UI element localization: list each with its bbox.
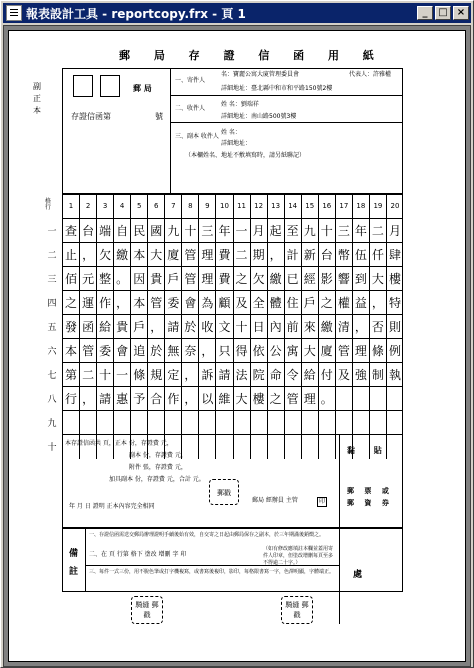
header-divider bbox=[170, 68, 171, 194]
grid-cell: 本 bbox=[62, 339, 79, 363]
fill-note: （本欄姓名、地址不敷填寫時，請另紙聯記） bbox=[185, 152, 306, 159]
grid-cell: 理 bbox=[198, 267, 215, 291]
grid-cell: 運 bbox=[79, 291, 96, 315]
column-number: 17 bbox=[335, 195, 352, 218]
column-number: 18 bbox=[352, 195, 369, 218]
grid-cell: 付 bbox=[318, 363, 335, 387]
row-label: 一 bbox=[47, 227, 57, 237]
grid-cell: 本 bbox=[130, 291, 147, 315]
grid-cell: 寓 bbox=[284, 339, 301, 363]
grid-cell: 月 bbox=[250, 219, 267, 243]
grid-cell: 維 bbox=[215, 387, 232, 411]
row-label: 三 bbox=[47, 275, 57, 285]
grid-cell: 內 bbox=[267, 315, 284, 339]
form-title: 郵 局 存 證 信 函 用 紙 bbox=[119, 49, 384, 62]
official-label: 郵局 經辦員 主管 bbox=[252, 497, 298, 504]
receiver-address: 詳細地址：南山路500號3樓 bbox=[221, 113, 297, 120]
grid-cell: 無 bbox=[164, 339, 181, 363]
sender-address: 詳細地址：臺北縣中和市和平路150號2樓 bbox=[221, 85, 333, 92]
grid-cell: 一 bbox=[233, 219, 250, 243]
column-number: 20 bbox=[386, 195, 403, 218]
fee-line-4: 加具副本 份，存證費 元，合計 元。 bbox=[109, 476, 205, 483]
grid-cell: 到 bbox=[352, 267, 369, 291]
column-number: 1 bbox=[62, 195, 79, 218]
column-number: 19 bbox=[369, 195, 386, 218]
seal-area-label: 處 bbox=[353, 570, 363, 580]
grid-cell: 規 bbox=[147, 363, 164, 387]
grid-cell: 大 bbox=[301, 339, 318, 363]
grid-cell: 整 bbox=[96, 267, 113, 291]
grid-cell: 以 bbox=[198, 387, 215, 411]
cc-section-label: 三、副本 收件人 bbox=[175, 133, 219, 140]
grid-cell: 戶 bbox=[130, 315, 147, 339]
remarks-line bbox=[86, 565, 339, 566]
row-label: 七 bbox=[47, 371, 57, 381]
column-number: 15 bbox=[301, 195, 318, 218]
row-label: 五 bbox=[47, 323, 57, 333]
grid-cell: 元 bbox=[79, 267, 96, 291]
remark-side-note: （如有修改應填註本欄並蓋用寄件人印章，但塗改增刪每頁至多不得逾二十字。） bbox=[263, 546, 334, 566]
grid-cell: 管 bbox=[181, 267, 198, 291]
grid-cell: 響 bbox=[335, 267, 352, 291]
grid-cell: 三 bbox=[198, 219, 215, 243]
grid-cell: ， bbox=[369, 291, 386, 315]
grid-cell: 理 bbox=[301, 387, 318, 411]
preview-area[interactable] bbox=[3, 25, 471, 667]
fee-line-1: 本存證信函共 頁，正本 份，存證費 元， bbox=[65, 440, 173, 447]
grid-cell: ， bbox=[352, 315, 369, 339]
grid-cell: ， bbox=[113, 291, 130, 315]
column-number: 13 bbox=[267, 195, 284, 218]
grid-cell: 於 bbox=[181, 315, 198, 339]
grid-cell: 益 bbox=[352, 291, 369, 315]
grid-cell: ， bbox=[79, 387, 96, 411]
column-number: 14 bbox=[284, 195, 301, 218]
grid-cell: 民 bbox=[130, 219, 147, 243]
official-seal: 印 bbox=[318, 498, 325, 505]
maximize-button[interactable]: □ bbox=[435, 6, 451, 20]
row-label: 六 bbox=[47, 347, 57, 357]
row-label: 八 bbox=[47, 395, 57, 405]
grid-cell: ， bbox=[147, 315, 164, 339]
grid-cell: 查 bbox=[62, 219, 79, 243]
grid-cell: 繳 bbox=[267, 267, 284, 291]
grid-cell: 及 bbox=[335, 363, 352, 387]
grid-cell: 院 bbox=[250, 363, 267, 387]
seam-stamp-right: 騎縫 郵戳 bbox=[281, 596, 313, 624]
grid-cell: 請 bbox=[96, 387, 113, 411]
grid-corner-label: 格行 bbox=[45, 198, 52, 211]
grid-cell: 月 bbox=[386, 219, 403, 243]
certification-line: 年 月 日 證明 正本內容完全相同 bbox=[69, 503, 155, 510]
paste-stamp-label: 黏 貼 bbox=[347, 446, 390, 455]
column-number: 9 bbox=[198, 195, 215, 218]
grid-cell: 會 bbox=[113, 339, 130, 363]
grid-cell: 新 bbox=[301, 243, 318, 267]
postcode-box-2 bbox=[100, 75, 120, 97]
grid-cell: ， bbox=[79, 243, 96, 267]
grid-cell: 一 bbox=[113, 363, 130, 387]
grid-cell: 十 bbox=[181, 219, 198, 243]
grid-cell: 費 bbox=[215, 243, 232, 267]
grid-cell: 委 bbox=[164, 291, 181, 315]
grid-cell: 因 bbox=[130, 267, 147, 291]
grid-cell: 期 bbox=[250, 243, 267, 267]
grid-cell: 全 bbox=[250, 291, 267, 315]
grid-cell: 止 bbox=[62, 243, 79, 267]
post-office-label: 郵 局 bbox=[133, 84, 152, 93]
letter-number-label: 存證信函第 bbox=[71, 112, 111, 121]
grid-cell: 第 bbox=[62, 363, 79, 387]
grid-cell: 欠 bbox=[96, 243, 113, 267]
grid-cell: 已 bbox=[284, 267, 301, 291]
letter-number-suffix: 號 bbox=[155, 112, 163, 121]
grid-cell: 。 bbox=[318, 387, 335, 411]
grid-cell: 之 bbox=[62, 291, 79, 315]
grid-cell: 收 bbox=[198, 315, 215, 339]
grid-cell: 法 bbox=[233, 363, 250, 387]
grid-cell: 十 bbox=[318, 219, 335, 243]
grid-cell: 九 bbox=[164, 219, 181, 243]
grid-cell: 佰 bbox=[62, 267, 79, 291]
grid-cell: 。 bbox=[113, 267, 130, 291]
grid-cell: 給 bbox=[96, 315, 113, 339]
grid-cell: 給 bbox=[301, 363, 318, 387]
column-number: 4 bbox=[113, 195, 130, 218]
grid-cell: 文 bbox=[215, 315, 232, 339]
report-page bbox=[8, 30, 466, 662]
grid-cell: 計 bbox=[284, 243, 301, 267]
grid-cell: 二 bbox=[79, 363, 96, 387]
minimize-button[interactable]: _ bbox=[417, 6, 433, 20]
row-label: 四 bbox=[47, 299, 57, 309]
grid-cell: 自 bbox=[113, 219, 130, 243]
cc-address: 詳細地址： bbox=[221, 140, 252, 147]
grid-cell: ， bbox=[198, 339, 215, 363]
grid-cell: 之 bbox=[267, 387, 284, 411]
grid-cell: 之 bbox=[233, 267, 250, 291]
grid-cell: ， bbox=[267, 243, 284, 267]
receiver-section-label: 二、收件人 bbox=[175, 105, 206, 112]
grid-cell: 台 bbox=[79, 219, 96, 243]
grid-cell: 三 bbox=[335, 219, 352, 243]
header-line-1 bbox=[171, 95, 403, 96]
grid-cell: 經 bbox=[301, 267, 318, 291]
grid-cell: 本 bbox=[130, 243, 147, 267]
remark-note-2: 二、在 頁 行第 格下 塗改 增刪 字 印 bbox=[89, 551, 187, 558]
column-number: 7 bbox=[164, 195, 181, 218]
fee-line-3: 附件 張，存證費 元， bbox=[129, 464, 187, 471]
grid-cell: 大 bbox=[147, 243, 164, 267]
sender-section-label: 一、寄件人 bbox=[175, 77, 206, 84]
grid-cell: 會 bbox=[181, 291, 198, 315]
grid-cell: 日 bbox=[250, 315, 267, 339]
sender-representative: 代表人：許雅權 bbox=[349, 71, 392, 78]
grid-cell: 管 bbox=[181, 243, 198, 267]
grid-cell: 為 bbox=[198, 291, 215, 315]
grid-cell: 廈 bbox=[318, 339, 335, 363]
grid-cell: 費 bbox=[215, 267, 232, 291]
grid-cell: 定 bbox=[164, 363, 181, 387]
row-label: 十 bbox=[47, 443, 57, 453]
cc-name: 姓 名： bbox=[221, 129, 241, 136]
grid-cell: 命 bbox=[267, 363, 284, 387]
grid-frame bbox=[62, 194, 403, 458]
column-number: 11 bbox=[233, 195, 250, 218]
grid-cell: 體 bbox=[267, 291, 284, 315]
grid-cell: 管 bbox=[79, 339, 96, 363]
grid-cell: 強 bbox=[352, 363, 369, 387]
remark-note-3: 三、每件一式三份，用不脫色筆或打字機複寫，或書寫後複印，影印，每格限書寫一字，色澤明顯，字體端正。 bbox=[89, 569, 335, 575]
grid-cell: 合 bbox=[147, 387, 164, 411]
grid-cell: 伍 bbox=[352, 243, 369, 267]
column-number: 8 bbox=[181, 195, 198, 218]
remarks-divider bbox=[85, 528, 86, 592]
grid-cell: 管 bbox=[335, 339, 352, 363]
grid-cell: 年 bbox=[352, 219, 369, 243]
grid-cell: 大 bbox=[233, 387, 250, 411]
remarks-label: 備 註 bbox=[69, 549, 79, 577]
grid-cell: 於 bbox=[147, 339, 164, 363]
postcode-box-1 bbox=[73, 75, 93, 97]
stamp-receipt-label: 郵 票 或 郵 資 券 bbox=[347, 487, 393, 507]
fee-line-2: 副本 份，存證費 元， bbox=[129, 452, 187, 459]
grid-cell: 特 bbox=[386, 291, 403, 315]
grid-cell: 條 bbox=[130, 363, 147, 387]
grid-cell: 繳 bbox=[113, 243, 130, 267]
postmark-stamp: 郵戳 bbox=[209, 479, 239, 505]
grid-cell: 權 bbox=[335, 291, 352, 315]
grid-cell: 函 bbox=[79, 315, 96, 339]
grid-cell: 樓 bbox=[386, 267, 403, 291]
grid-cell: 請 bbox=[215, 363, 232, 387]
grid-cell: 則 bbox=[386, 315, 403, 339]
column-number: 3 bbox=[96, 195, 113, 218]
grid-cell: 住 bbox=[284, 291, 301, 315]
grid-cell: 行 bbox=[62, 387, 79, 411]
window-title: 報表設計工具 - reportcopy.frx - 頁 1 bbox=[26, 6, 246, 21]
grid-cell: 廈 bbox=[164, 243, 181, 267]
grid-cell: 戶 bbox=[164, 267, 181, 291]
grid-cell: 只 bbox=[215, 339, 232, 363]
grid-cell: 委 bbox=[96, 339, 113, 363]
grid-cell: 及 bbox=[233, 291, 250, 315]
grid-cell: 肆 bbox=[386, 243, 403, 267]
grid-cell: ， bbox=[181, 363, 198, 387]
grid-cell: 管 bbox=[284, 387, 301, 411]
column-number: 16 bbox=[318, 195, 335, 218]
grid-cell: 二 bbox=[233, 243, 250, 267]
grid-cell: 仟 bbox=[369, 243, 386, 267]
grid-cell: 顧 bbox=[215, 291, 232, 315]
column-number: 2 bbox=[79, 195, 96, 218]
grid-cell: 發 bbox=[62, 315, 79, 339]
grid-cell: 予 bbox=[130, 387, 147, 411]
grid-cell: 作 bbox=[96, 291, 113, 315]
column-number: 5 bbox=[130, 195, 147, 218]
grid-cell: 國 bbox=[147, 219, 164, 243]
sender-name: 名：寶麗公寓大廈管理委員會 bbox=[221, 71, 300, 78]
grid-cell: 請 bbox=[164, 315, 181, 339]
grid-cell: 起 bbox=[267, 219, 284, 243]
grid-cell: 清 bbox=[335, 315, 352, 339]
grid-cell: 管 bbox=[147, 291, 164, 315]
grid-cell: 大 bbox=[369, 267, 386, 291]
grid-cell: 理 bbox=[352, 339, 369, 363]
receiver-name: 姓 名：劉瑞祥 bbox=[221, 101, 259, 108]
grid-cell: 條 bbox=[369, 339, 386, 363]
grid-cell: 否 bbox=[369, 315, 386, 339]
grid-cell: 令 bbox=[284, 363, 301, 387]
remark-note-1: 一、存證信函需送交郵局辦理證明手續後始有效，自交寄之日起由郵局保存之副本，於三年期滿後銷燬之。 bbox=[89, 532, 325, 538]
grid-cell: 貴 bbox=[147, 267, 164, 291]
grid-cell: 惠 bbox=[113, 387, 130, 411]
grid-cell: 制 bbox=[369, 363, 386, 387]
grid-cell: 台 bbox=[318, 243, 335, 267]
grid-cell: 奈 bbox=[181, 339, 198, 363]
copy-type-label: 副 正 本 bbox=[33, 82, 41, 115]
seam-stamp-left: 騎縫 郵戳 bbox=[131, 596, 163, 624]
grid-cell: 作 bbox=[164, 387, 181, 411]
grid-cell: 九 bbox=[301, 219, 318, 243]
grid-cell: 公 bbox=[267, 339, 284, 363]
row-label: 二 bbox=[47, 251, 57, 261]
grid-cell: ， bbox=[181, 387, 198, 411]
grid-cell: 二 bbox=[369, 219, 386, 243]
grid-cell: 得 bbox=[233, 339, 250, 363]
grid-cell: 前 bbox=[284, 315, 301, 339]
grid-cell: 理 bbox=[198, 243, 215, 267]
grid-cell: 戶 bbox=[301, 291, 318, 315]
grid-cell: 之 bbox=[318, 291, 335, 315]
column-number: 12 bbox=[250, 195, 267, 218]
grid-cell: 影 bbox=[318, 267, 335, 291]
grid-cell: 欠 bbox=[250, 267, 267, 291]
title-bar[interactable] bbox=[3, 3, 471, 23]
grid-cell: 年 bbox=[215, 219, 232, 243]
grid-cell: 執 bbox=[386, 363, 403, 387]
grid-cell: 端 bbox=[96, 219, 113, 243]
grid-cell: 繳 bbox=[318, 315, 335, 339]
row-label: 九 bbox=[47, 419, 57, 429]
report-icon bbox=[6, 5, 22, 21]
grid-cell: 追 bbox=[130, 339, 147, 363]
grid-cell: 十 bbox=[96, 363, 113, 387]
grid-cell: 幣 bbox=[335, 243, 352, 267]
grid-cell: 樓 bbox=[250, 387, 267, 411]
grid-cell: 貴 bbox=[113, 315, 130, 339]
column-number: 6 bbox=[147, 195, 164, 218]
grid-cell: 依 bbox=[250, 339, 267, 363]
column-number: 10 bbox=[215, 195, 232, 218]
grid-cell: 來 bbox=[301, 315, 318, 339]
grid-cell: 至 bbox=[284, 219, 301, 243]
grid-cell: 訴 bbox=[198, 363, 215, 387]
grid-cell: 例 bbox=[386, 339, 403, 363]
header-line-2 bbox=[171, 122, 403, 123]
grid-cell: 十 bbox=[233, 315, 250, 339]
close-button[interactable]: × bbox=[453, 6, 469, 20]
